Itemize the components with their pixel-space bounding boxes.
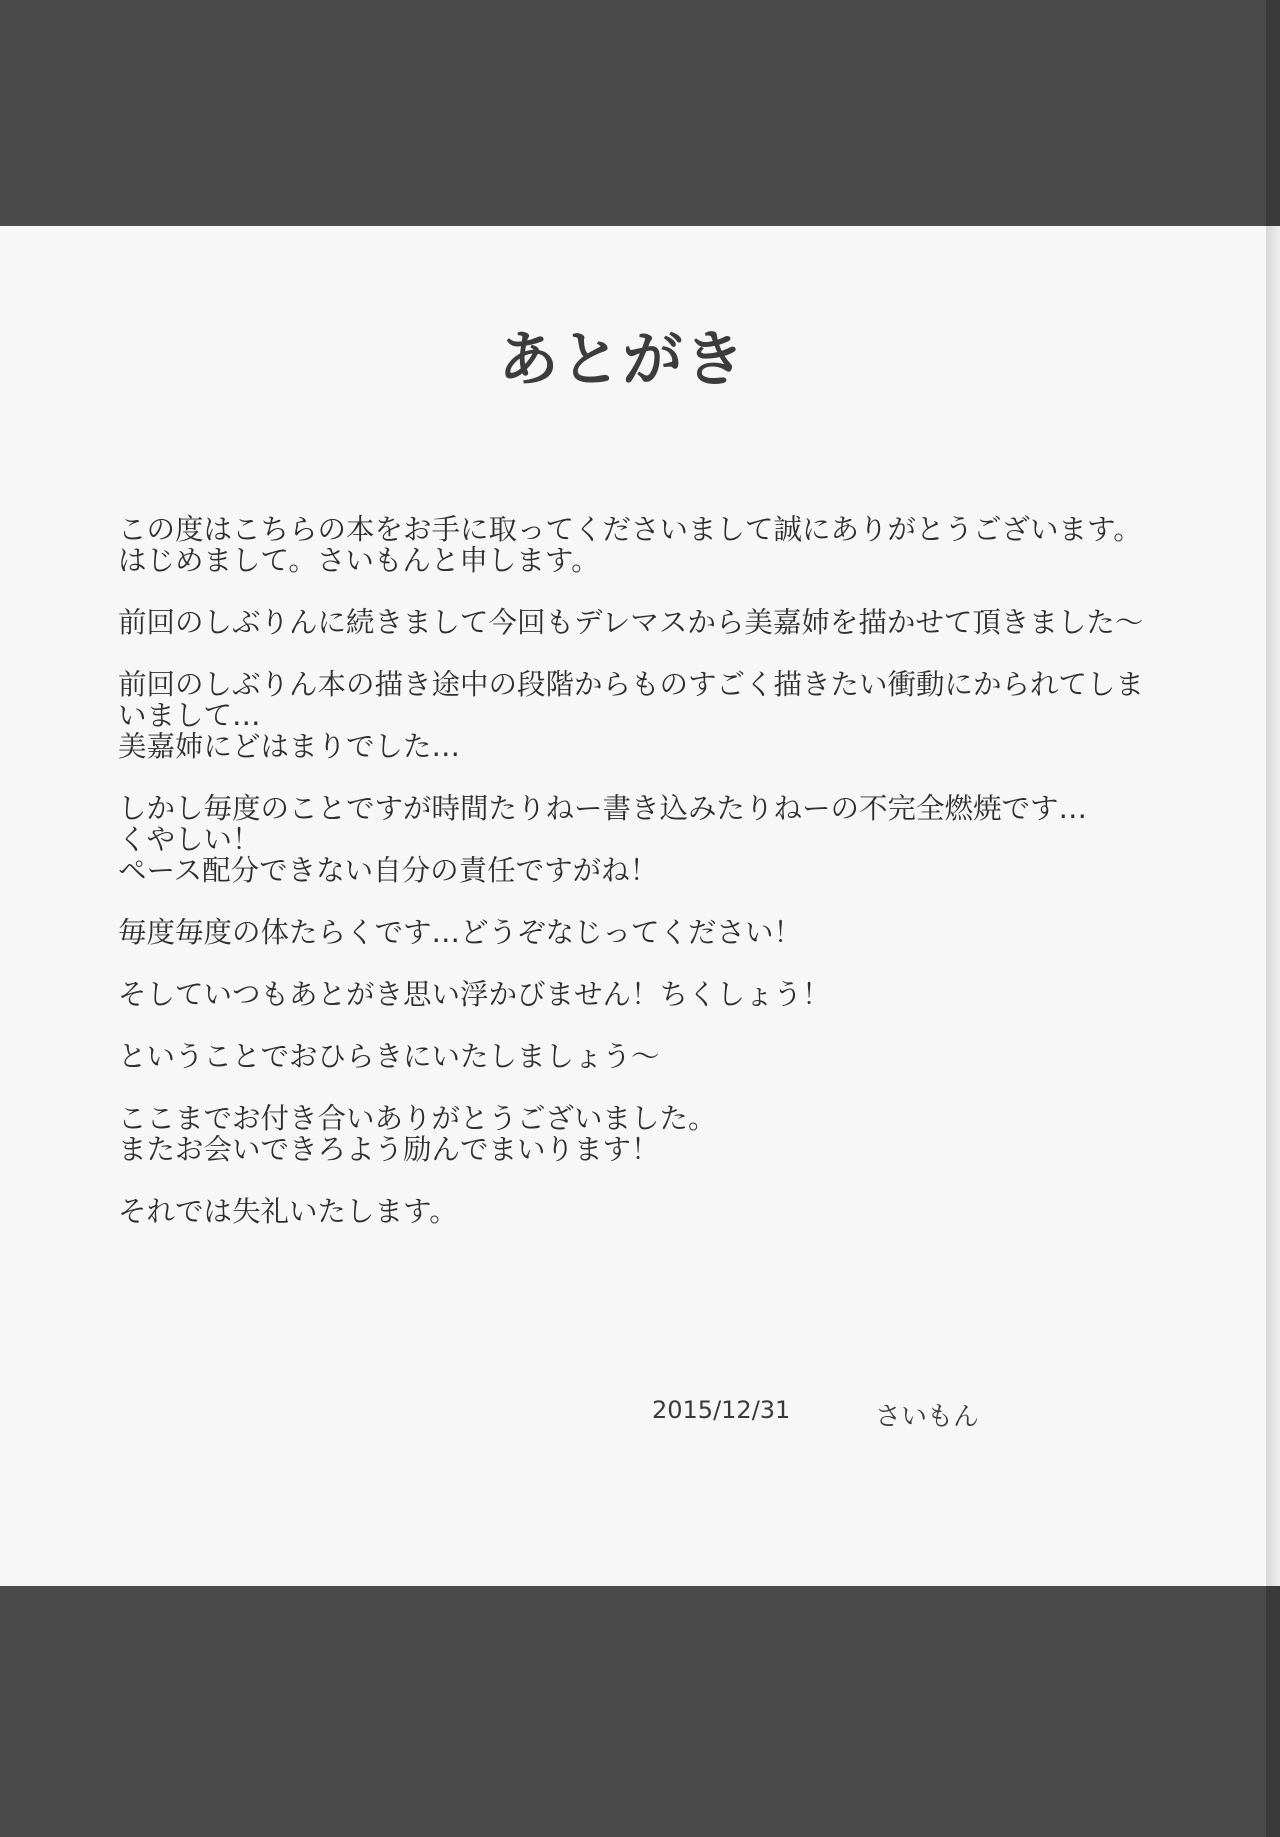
paragraph-1 (118, 514, 1178, 576)
text-line: そしていつもあとがき思い浮かびません！ちくしょう！ (118, 978, 831, 1011)
page-edge-top (1266, 0, 1280, 226)
text-line: くやしい！ (118, 823, 261, 856)
paragraph-4 (118, 793, 1178, 886)
text-line: いまして… (118, 699, 261, 732)
text-line: 前回のしぶりんに続きまして今回もデレマスから美嘉姉を描かせて頂きました～ (118, 606, 1144, 639)
text-line: この度はこちらの本をお手に取ってくださいまして誠にありがとうございます。 (118, 513, 1142, 546)
bottom-dark-band (0, 1586, 1280, 1837)
signature-date: 2015/12/31 (652, 1396, 791, 1424)
text-line: ペース配分できない自分の責任ですがね！ (118, 854, 659, 887)
afterword-body (118, 514, 1178, 1258)
paragraph-3 (118, 669, 1178, 762)
paragraph-7 (118, 1041, 1178, 1072)
top-dark-band (0, 0, 1280, 226)
page-title: あとがき (498, 325, 747, 395)
paragraph-8 (118, 1103, 1178, 1165)
paragraph-2 (118, 607, 1178, 638)
text-line: ここまでお付き合いありがとうございました。 (118, 1102, 717, 1135)
page-edge-bottom (1266, 1586, 1280, 1837)
text-line: 毎度毎度の体たらくです…どうぞなじってください！ (118, 916, 803, 949)
text-line: 美嘉姉にどはまりでした… (118, 730, 461, 763)
paragraph-6 (118, 979, 1178, 1010)
paragraph-5 (118, 917, 1178, 948)
text-line: しかし毎度のことですが時間たりねー書き込みたりねーの不完全燃焼です… (118, 792, 1088, 825)
page-edge (1266, 0, 1280, 1837)
text-line: はじめまして。さいもんと申します。 (118, 544, 600, 577)
text-line: ということでおひらきにいたしましょう～ (118, 1040, 660, 1073)
text-line: それでは失礼いたします。 (118, 1195, 458, 1228)
text-line: 前回のしぶりん本の描き途中の段階からものすごく描きたい衝動にかられてしま (118, 668, 1145, 701)
paragraph-9 (118, 1196, 1178, 1227)
signature-author: さいもん (875, 1402, 980, 1432)
text-line: またお会いできろよう励んでまいります！ (118, 1133, 660, 1166)
